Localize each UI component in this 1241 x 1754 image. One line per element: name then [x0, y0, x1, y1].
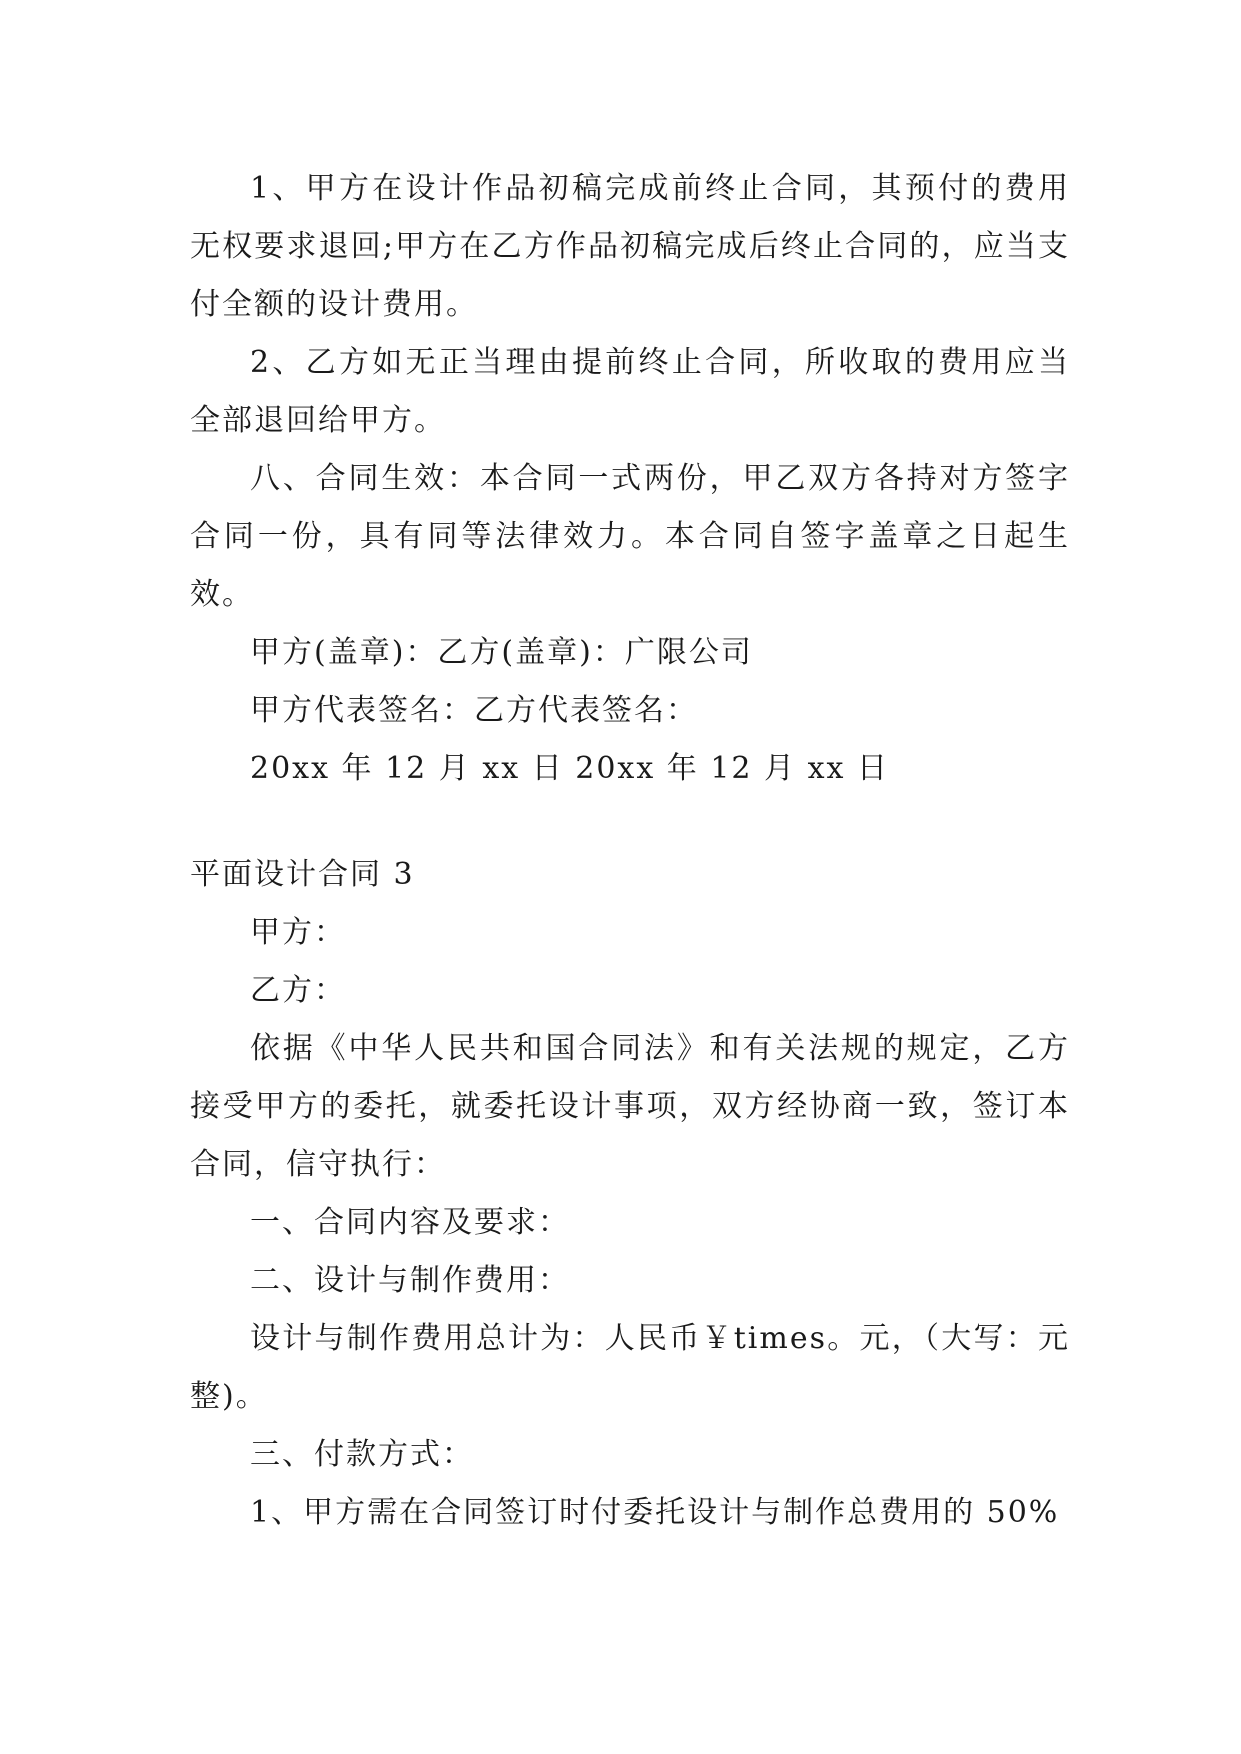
party-a-line: 甲方：	[250, 915, 346, 950]
clause-contract-effective: 八、合同生效：本合同一式两份，甲乙双方各持对方签字合同一份，具有同等法律效力。本合同自签字盖章之日起生效。	[190, 461, 1070, 612]
fee-total-line: 设计与制作费用总计为：人民币￥times。元，（大写：元整)。	[190, 1321, 1070, 1414]
signature-line: 甲方代表签名：乙方代表签名：	[250, 693, 698, 728]
section-title: 平面设计合同 3	[190, 857, 415, 892]
clause-termination-party-b: 2、乙方如无正当理由提前终止合同，所收取的费用应当全部退回给甲方。	[190, 345, 1070, 438]
payment-term-1: 1、甲方需在合同签订时付委托设计与制作总费用的 50%	[250, 1495, 1060, 1530]
seal-line: 甲方(盖章)：乙方(盖章)：广限公司	[250, 635, 753, 670]
clause-design-fees: 二、设计与制作费用：	[250, 1263, 570, 1298]
clause-termination-party-a: 1、甲方在设计作品初稿完成前终止合同，其预付的费用无权要求退回;甲方在乙方作品初稿完成后终止合同的，应当支付全额的设计费用。	[190, 171, 1070, 322]
document-body	[190, 160, 1070, 1542]
contract-preamble: 依据《中华人民共和国合同法》和有关法规的规定，乙方接受甲方的委托，就委托设计事项，双方经协商一致，签订本合同，信守执行：	[190, 1031, 1070, 1182]
clause-payment-method: 三、付款方式：	[250, 1437, 474, 1472]
clause-content-requirements: 一、合同内容及要求：	[250, 1205, 570, 1240]
party-b-line: 乙方：	[250, 973, 346, 1008]
section-gap	[190, 798, 1070, 846]
date-line: 20xx 年 12 月 xx 日 20xx 年 12 月 xx 日	[250, 751, 889, 786]
